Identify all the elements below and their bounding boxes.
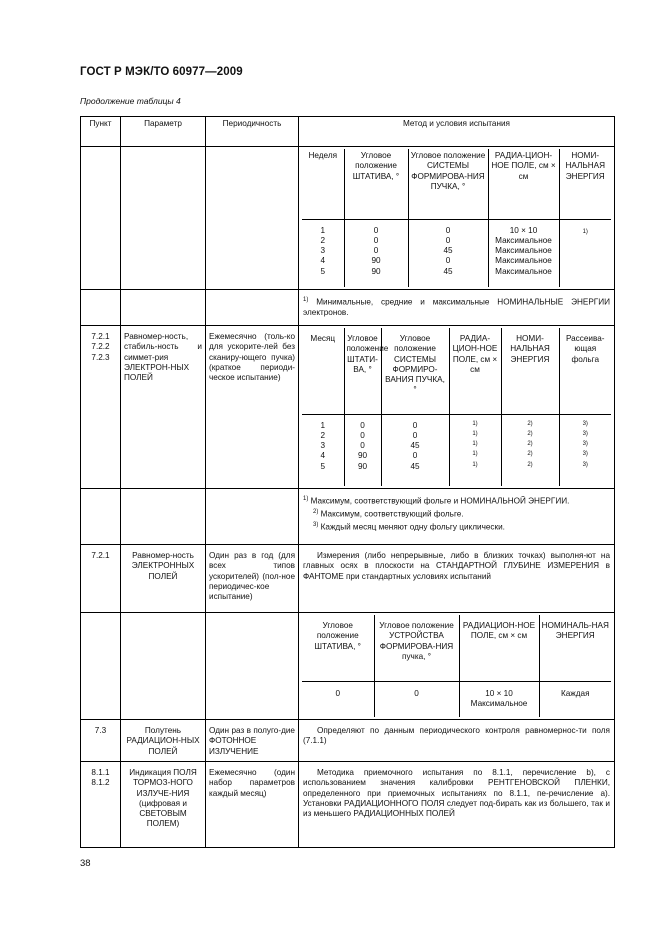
field-mark: 1) [472,461,478,468]
table-row [81,147,615,290]
field-mark: 1) [472,420,478,427]
month-header: Месяц [302,328,344,414]
nominal-energy-header: НОМИ-НАЛЬНАЯ ЭНЕРГИЯ [501,328,559,414]
col-header-method: Метод и условия испытания [299,117,615,147]
energy-mark: 2) [527,420,533,427]
field-size-header: РАДИА-ЦИОН-НОЕ ПОЛЕ, см × см [488,149,559,219]
table-row [81,545,615,613]
scattering-foil-header: Рассеива-ющая фольга [559,328,611,414]
month-value: 3 [320,441,326,451]
gantry-angle-header: Угловое положение ШТАТИВА, ° [344,149,408,219]
col-header-parameter: Параметр [121,117,206,147]
periodicity-text: Один раз в год (для всех типов ускорителей) (пол-ное периодичес-кое испытание) [206,545,299,613]
gantry-value: 0 [373,225,379,235]
energy-mark: 2) [527,461,533,468]
col-header-periodicity: Периодичность [206,117,299,147]
month-value: 4 [320,451,326,461]
clause-number: 8.1.1 8.1.2 [81,762,121,848]
week-value: 1 [320,225,326,235]
footnote-text: Каждый месяц меняют одну фольгу циклически. [320,522,505,532]
gantry-value: 0 [360,441,365,451]
gantry-angle-header: Угловое положение ШТАТИВА, ° [302,615,374,681]
field-value: 10 × 10 [509,225,538,235]
field-value: Максимальное [495,235,552,245]
parameter-text: Полутень РАДИАЦИОН-НЫХ ПОЛЕЙ [121,720,206,762]
collimator-value: 0 [445,256,451,266]
collimator-value: 45 [443,266,453,276]
foil-mark: 3) [582,420,588,427]
energy-mark: 2) [527,441,533,448]
table-row [81,762,615,848]
table-row [81,613,615,720]
table-row [81,489,615,545]
test-table [80,116,615,848]
yearly-subtable [302,615,611,717]
week-header: Неделя [302,149,344,219]
field-mark: 1) [472,451,478,458]
foil-mark: 3) [582,430,588,437]
document-header: ГОСТ Р МЭК/ТО 60977—2009 [80,66,243,78]
table-header-row [81,117,615,147]
collimator-value: 45 [443,246,453,256]
gantry-value: 0 [373,235,379,245]
energy-value: Каждая [539,681,611,717]
col-header-clause: Пункт [81,117,121,147]
week-value: 4 [320,256,326,266]
month-subtable [302,328,611,486]
method-text: Определяют по данным периодического контроля равномернос-ти поля (7.1.1) [299,720,615,762]
footnote-text: Максимум, соответствующий фольге. [320,509,464,519]
footnote-mark: 3) [313,522,319,529]
field-size-header: РАДИАЦИОН-НОЕ ПОЛЕ, см × см [459,615,539,681]
field-size-header: РАДИА-ЦИОН-НОЕ ПОЛЕ, см × см [449,328,501,414]
energy-footnote-mark: 1) [582,228,588,235]
field-value: Максимальное [495,256,552,266]
collimator-value: 0 [412,420,418,430]
gantry-value: 0 [373,246,379,256]
energy-mark: 2) [527,430,533,437]
clause-number: 7.2.1 7.2.2 7.2.3 [81,326,121,489]
footnote-mark: 1) [303,297,309,303]
collimator-angle-header: Угловое положение УСТРОЙСТВА ФОРМИРОВА-НИЯ пучка, ° [374,615,459,681]
foil-mark: 3) [582,451,588,458]
nominal-energy-header: НОМИНАЛЬ-НАЯ ЭНЕРГИЯ [539,615,611,681]
month-value: 1 [320,420,326,430]
gantry-value: 90 [371,256,381,266]
method-text: Методика приемочного испытания по 8.1.1, перечисление b), с использованием значения калибровки РЕНТГЕНОВСКОЙ ПЛЕНКИ, определенного при приемочных испытаниях по 8.1.1, пе-речисление а). Установки РАДИАЦИОННОГО ПОЛЯ следует под-бирать как из большего, так и из меньшего РАДИАЦИОННЫХ ПОЛЕЙ [299,762,615,848]
field-mark: 1) [472,441,478,448]
gantry-value: 90 [371,266,381,276]
field-mark: 1) [472,430,478,437]
field-value: Максимальное [495,266,552,276]
clause-number: 7.2.1 [81,545,121,613]
week-value: 3 [320,246,326,256]
method-text: Измерения (либо непрерывные, либо в близких точках) выполня-ют на главных осях в плоскости на СТАНДАРТНОЙ ГЛУБИНЕ ИЗМЕРЕНИЯ в ФАНТОМЕ при стандартных условиях испытаний [299,545,615,613]
collimator-value: 0 [412,451,418,461]
collimator-angle-header: Угловое положение СИСТЕМЫ ФОРМИРО-ВАНИЯ ПУЧКА, ° [381,328,449,414]
gantry-angle-header: Угловое положение ШТАТИ-ВА, ° [344,328,381,414]
footnote-mark: 2) [313,509,319,516]
collimator-value: 0 [445,225,451,235]
footnote-text: Максимум, соответствующий фольге и НОМИНАЛЬНОЙ ЭНЕРГИИ. [310,496,570,506]
nominal-energy-header: НОМИ-НАЛЬНАЯ ЭНЕРГИЯ [559,149,611,219]
collimator-value: 45 [410,461,420,471]
page-number: 38 [80,858,91,869]
collimator-value: 45 [410,441,420,451]
collimator-value: 0 [412,430,418,440]
periodicity-text: Один раз в полуго-дие ФОТОННОЕ ИЗЛУЧЕНИЕ [206,720,299,762]
field-value: 10 × 10 Максимальное [459,681,539,717]
parameter-text: Равномер-ность ЭЛЕКТРОННЫХ ПОЛЕЙ [121,545,206,613]
collimator-value: 0 [445,235,451,245]
parameter-text: Индикация ПОЛЯ ТОРМОЗ-НОГО ИЗЛУЧЕ-НИЯ (цифровая и СВЕТОВЫМ ПОЛЕМ) [121,762,206,848]
field-value: Максимальное [495,246,552,256]
week-subtable [302,149,611,287]
energy-mark: 2) [527,451,533,458]
collimator-angle-header: Угловое положение СИСТЕМЫ ФОРМИРОВА-НИЯ ПУЧКА, ° [408,149,488,219]
clause-number: 7.3 [81,720,121,762]
month-value: 5 [320,461,326,471]
table-row [81,290,615,326]
gantry-value: 90 [357,451,368,461]
week-value: 2 [320,235,326,245]
gantry-value: 0 [360,430,365,440]
gantry-value: 90 [357,461,368,471]
table-row [81,326,615,489]
footnote-mark: 1) [303,496,309,502]
foil-mark: 3) [582,461,588,468]
table-continuation-label: Продолжение таблицы 4 [80,96,181,106]
table-row [81,720,615,762]
periodicity-text: Ежемесячно (толь-ко для ускорите-лей без сканиру-ющего пучка) (краткое периоди-ческое испытание) [206,326,299,489]
foil-mark: 3) [582,441,588,448]
collimator-value: 0 [374,681,459,717]
footnote-text: Минимальные, средние и максимальные НОМИНАЛЬНЫЕ ЭНЕРГИИ электронов. [303,297,610,318]
week-value: 5 [320,266,326,276]
gantry-value: 0 [302,681,374,717]
month-value: 2 [320,430,326,440]
periodicity-text: Ежемесячно (один набор параметров каждый месяц) [206,762,299,848]
parameter-text: Равномер-ность, стабиль-ность и симмет-рия ЭЛЕКТРОН-НЫХ ПОЛЕЙ [121,326,206,489]
gantry-value: 0 [360,420,365,430]
